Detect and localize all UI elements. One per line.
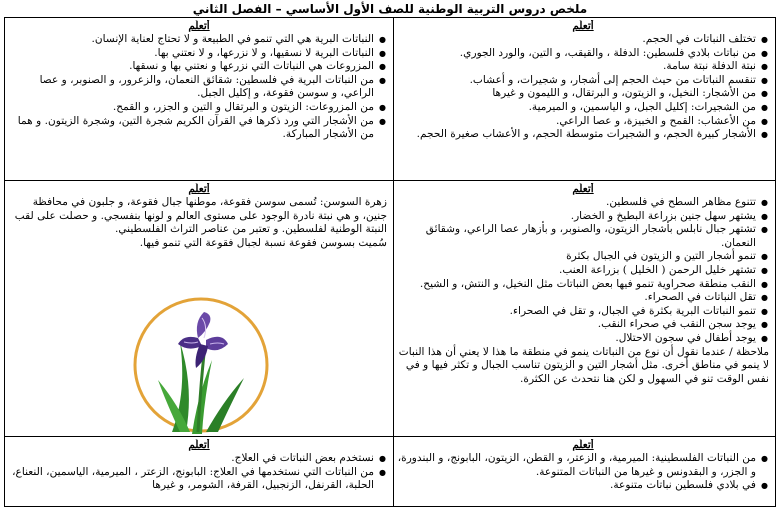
list-item: ● من الأعشاب: القمح و الخبيزة، و عصا الراعي.	[397, 115, 756, 129]
list-item: ● من الأشجار التي ورد ذكرها في القرآن الكريم شجرة التين، وشجرة الزيتون. و هما من الأشجار المباركة.	[11, 115, 374, 142]
section-header: أتعلّم	[188, 183, 210, 195]
list-item: ● تتنوع مظاهر السطح في فلسطين.	[397, 196, 756, 210]
section-header: أتعلّم	[572, 20, 594, 32]
list-item: ● في بلادي فلسطين نباتات متنوعة.	[397, 479, 756, 493]
list-item: ● من الأشجار: النخيل، و الزيتون، و البرتقال، و الليمون و غيرها	[397, 87, 756, 101]
iris-name-line: سُميت بسوسن فقوعة نسبة لجبال فقوعة التي تنمو فيها.	[139, 236, 387, 249]
cell-palestinian-plants	[397, 439, 769, 505]
list-item: ● من النباتات الفلسطينية: الميرمية، و الزعتر، و القطن، الزيتون، البابونج، و البندورة، و الجزر، و البقدونس و غيرها من النباتات المتنوعة.	[397, 452, 756, 479]
section-header: أتعلّم	[572, 183, 594, 195]
list-item: ● نبتة الدفلة نبتة سامة.	[397, 60, 756, 74]
list-item: ● تشتهر جبال نابلس بأشجار الزيتون، والصنوبر، و بأزهار عصا الراعي، وشقائق النعمان.	[397, 223, 756, 250]
list-item: ● من المزروعات: الزيتون و البرتقال و التين و الجزر، و القمح.	[11, 101, 374, 115]
section-header: أتعلّم	[188, 439, 210, 451]
list-item: ● تختلف النباتات في الحجم.	[397, 33, 756, 47]
page-title: ملخص دروس التربية الوطنية للصف الأول الأساسي – الفصل الثاني	[192, 2, 588, 16]
bullet-list	[397, 196, 769, 346]
cell-plant-sizes	[397, 20, 769, 178]
list-item: ● الأشجار كبيرة الحجم، و الشجيرات متوسطة الحجم، و الأعشاب صغيرة الحجم.	[397, 128, 756, 142]
list-item: ● من النباتات التي نستخدمها في العلاج: البابونج، الزعتر ، الميرمية، الياسمين، النعناع، الحلبة، القرنفل، الزنجبيل، القرفة، الشومر، و غيرها	[11, 466, 374, 493]
section-header: أتعلّم	[188, 20, 210, 32]
column-divider	[393, 18, 394, 506]
list-item: ● من نباتات بلادي فلسطين: الدفلة ، والقيقب، و التين، والورد الجوري.	[397, 47, 756, 61]
list-item: ● يوجد أطفال في سجون الاحتلال.	[397, 332, 756, 346]
list-item: ● يوجد سجن النقب في صحراء النقب.	[397, 318, 756, 332]
row-divider	[5, 436, 775, 437]
cell-land-regions	[397, 183, 769, 434]
list-item: ● يشتهر سهل جنين بزراعة البطيخ و الخضار.	[397, 210, 756, 224]
list-item: ● النباتات البرية لا نسقيها، و لا نزرعها، و لا نعتني بها.	[11, 47, 374, 61]
list-item: ● المزروعات هي النباتات التي نزرعها و نعتني بها و نسقها.	[11, 60, 374, 74]
bullet-list	[11, 452, 387, 493]
note-paragraph: ملاحظة / عندما نقول أن نوع من النباتات ينمو في منطقة ما هذا لا يعني أن هذا النبات لا ينمو في مناطق أخرى. مثل أشجار التين و الزيتون تناسب الجبال و تكثر فيها و في نفس الوقت تنو في السهول و لكن هنا نتحدث عن الكثرة.	[398, 345, 769, 385]
list-item: ● تنقسم النباتات من حيث الحجم إلى أشجار، و شجيرات، و أعشاب.	[397, 74, 756, 88]
iris-flower-image	[132, 282, 270, 448]
bullet-list	[397, 33, 769, 142]
list-item: ● تشتهر خليل الرحمن ( الخليل ) بزراعة العنب.	[397, 264, 756, 278]
list-item: ● نستخدم بعض النباتات في العلاج.	[11, 452, 374, 466]
bullet-list	[397, 452, 769, 493]
list-item: ● تنمو أشجار التين و الزيتون في الجبال بكثرة	[397, 250, 756, 264]
list-item: ● النقب منطقة صحراوية تنمو فيها بعض النباتات مثل النخيل، و النتش، و الشيح.	[397, 278, 756, 292]
cell-wild-plants	[11, 20, 387, 178]
section-header: أتعلّم	[572, 439, 594, 451]
list-item: ● تنمو النباتات البرية بكثرة في الجبال، و تقل في الصحراء.	[397, 305, 756, 319]
list-item: ● تقل النباتات في الصحراء.	[397, 291, 756, 305]
list-item: ● من النباتات البرية في فلسطين: شقائق النعمان، والزعرور، و الصنوبر، و عصا الراعي، و سوسن فقوعة، و إكليل الجبل.	[11, 74, 374, 101]
cell-medicinal-plants	[11, 439, 387, 505]
list-item: ● من الشجيرات: إكليل الجبل، و الياسمين، و الميرمية.	[397, 101, 756, 115]
bullet-list	[11, 33, 387, 142]
list-item: ● النباتات البرية هي التي تنمو في الطبيعة و لا تحتاج لعناية الإنسان.	[11, 33, 374, 47]
summary-table	[4, 17, 776, 507]
row-divider	[5, 180, 775, 181]
iris-paragraph: زهرة السوسن: تُسمى سوسن فقوعة، موطنها جبال فقوعة، و جلبون في محافظة جنين، و هي نبتة نادرة الوجود على مستوى العالم و لونها بنفسجي. و حصلت على لقب النبتة الوطنية لفلسطين. و تعتبر من عناصر التراث الفلسطيني.	[14, 196, 387, 236]
